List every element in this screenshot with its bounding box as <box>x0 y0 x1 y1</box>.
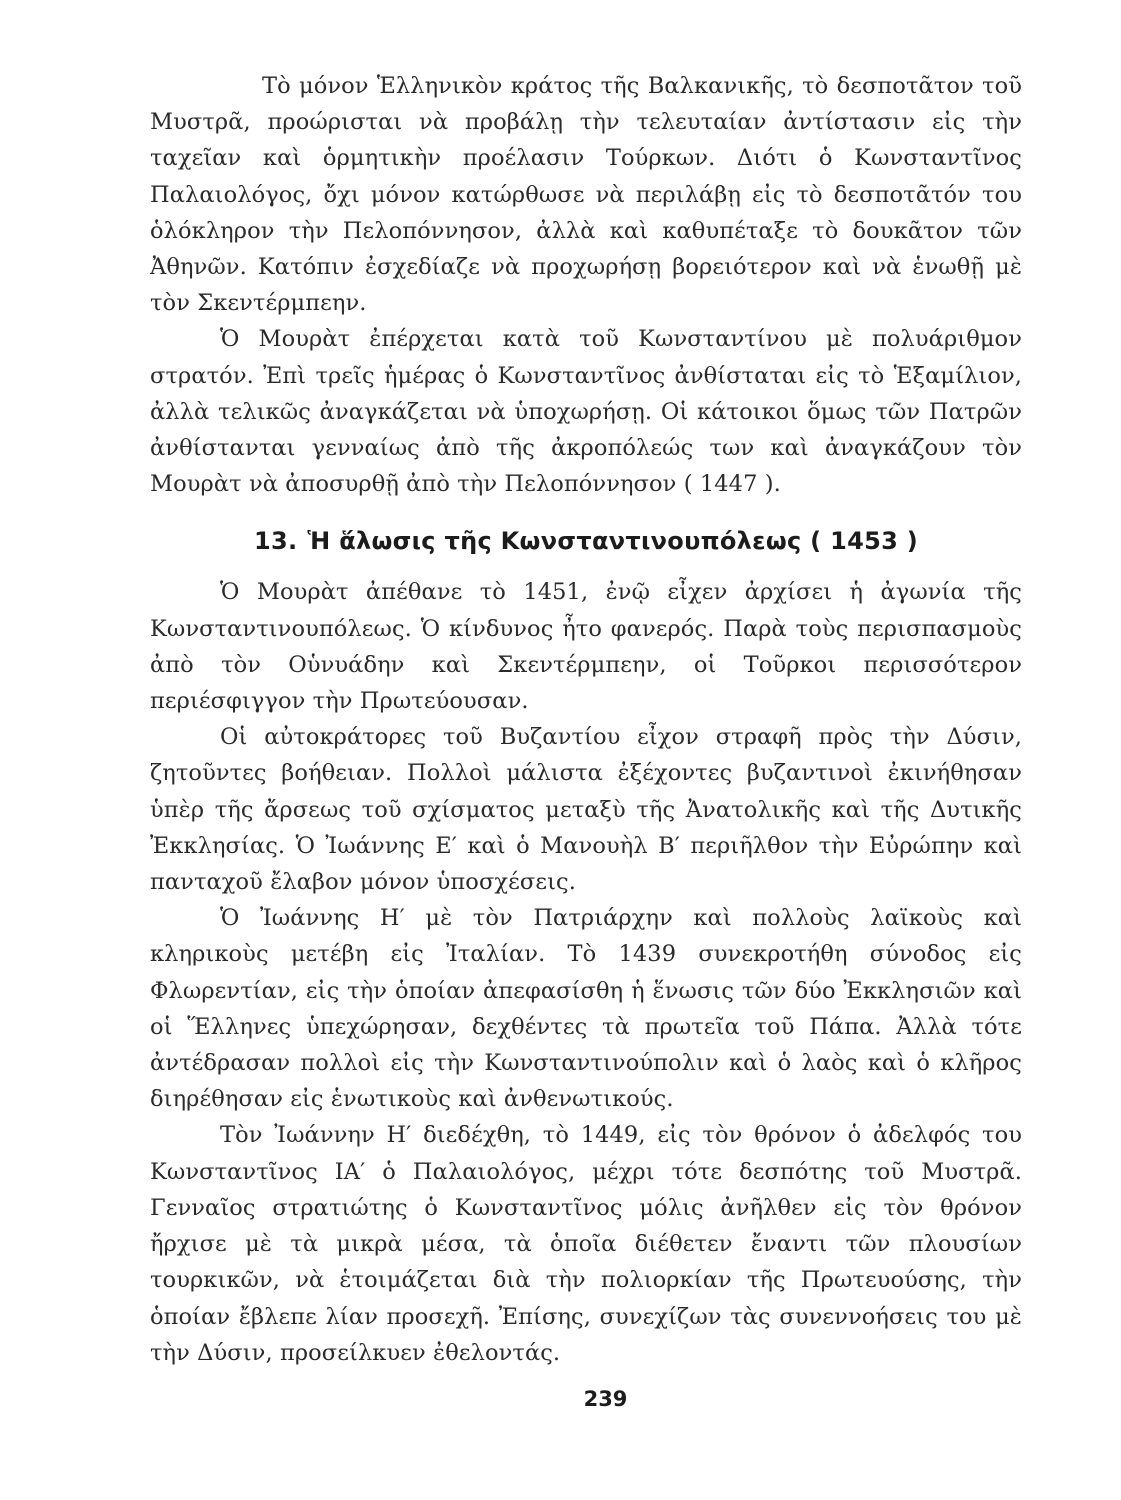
paragraph: Τὸ μόνον Ἑλληνικὸν κράτος τῆς Βαλκανικῆς, τὸ δεσποτᾶτον τοῦ Μυστρᾶ, προώρισται νὰ προβάλῃ τὴν τελευταίαν ἀντίστασιν εἰς τὴν ταχεῖαν καὶ ὁρμητικὴν προέλασιν Τούρκων. Διότι ὁ Κωνσταντῖνος Παλαιολόγος, ὄχι μόνον κατώρθωσε νὰ περιλάβῃ εἰς τὸ δεσποτᾶτόν του ὁλόκληρον τὴν Πελοπόννησον, ἀλλὰ καὶ καθυπέταξε τὸ δουκᾶτον τῶν Ἀθηνῶν. Κατόπιν ἐσχεδίαζε νὰ προχωρήσῃ βορειότερον καὶ νὰ ἑνωθῇ μὲ τὸν Σκεντέρμπεην. <box>150 73 1022 317</box>
paragraph: Τὸν Ἰωάννην Η′ διεδέχθη, τὸ 1449, εἰς τὸν θρόνον ὁ ἀδελφός του Κωνσταντῖνος ΙΑ′ ὁ Παλαιολόγος, μέχρι τότε δεσπότης τοῦ Μυστρᾶ. Γενναῖος στρατιώτης ὁ Κωνσταντῖνος μόλις ἀνῆλθεν εἰς τὸν θρόνον ἤρχισε μὲ τὰ μικρὰ μέσα, τὰ ὁποῖα διέθετεν ἔναντι τῶν πλουσίων τουρκικῶν, νὰ ἑτοιμάζεται διὰ τὴν πολιορκίαν τῆς Πρωτευούσης, τὴν ὁποίαν ἔβλεπε λίαν προσεχῆ. Ἐπίσης, συνεχίζων τὰς συνεννοήσεις του μὲ τὴν Δύσιν, προσείλκυεν ἐθελοντάς. <box>150 1122 1022 1366</box>
section-title: Ἡ ἅλωσις τῆς Κωνσταντινουπόλεως ( 1453 ) <box>307 527 918 556</box>
section-heading <box>150 524 1022 558</box>
section-number: 13. <box>253 527 298 556</box>
paragraph: Οἱ αὐτοκράτορες τοῦ Βυζαντίου εἶχον στραφῆ πρὸς τὴν Δύσιν, ζητοῦντες βοήθειαν. Πολλοὶ μάλιστα ἐξέχοντες βυζαντινοὶ ἐκινήθησαν ὑπὲρ τῆς ἄρσεως τοῦ σχίσματος μεταξὺ τῆς Ἀνατολικῆς καὶ τῆς Δυτικῆς Ἐκκλησίας. Ὁ Ἰωάννης Ε′ καὶ ὁ Μανουὴλ Β′ περιῆλθον τὴν Εὐρώπην καὶ πανταχοῦ ἔλαβον μόνον ὑποσχέσεις. <box>150 724 1022 896</box>
page-body <box>150 68 1022 1371</box>
paragraph: Ὁ Μουρὰτ ἀπέθανε τὸ 1451, ἐνῷ εἶχεν ἀρχίσει ἡ ἀγωνία τῆς Κωνσταντινουπόλεως. Ὁ κίνδυνος ἦτο φανερός. Παρὰ τοὺς περισπασμοὺς ἀπὸ τὸν Οὑνυάδην καὶ Σκεντέρμπεην, οἱ Τοῦρκοι περισσότερον περιέσφιγγον τὴν Πρωτεύουσαν. <box>150 579 1022 715</box>
paragraph: Ὁ Ἰωάννης Η′ μὲ τὸν Πατριάρχην καὶ πολλοὺς λαϊκοὺς καὶ κληρικοὺς μετέβη εἰς Ἰταλίαν. Τὸ 1439 συνεκροτήθη σύνοδος εἰς Φλωρεντίαν, εἰς τὴν ὁποίαν ἀπεφασίσθη ἡ ἕνωσις τῶν δύο Ἐκκλησιῶν καὶ οἱ Ἕλληνες ὑπεχώρησαν, δεχθέντες τὰ πρωτεῖα τοῦ Πάπα. Ἀλλὰ τότε ἀντέδρασαν πολλοὶ εἰς τὴν Κωνσταντινούπολιν καὶ ὁ λαὸς καὶ ὁ κλῆρος διηρέθησαν εἰς ἑνωτικοὺς καὶ ἀνθενωτικούς. <box>150 905 1022 1113</box>
page-number: 239 <box>583 1387 628 1411</box>
paragraph: Ὁ Μουρὰτ ἐπέρχεται κατὰ τοῦ Κωνσταντίνου μὲ πολυάριθμον στρατόν. Ἐπὶ τρεῖς ἡμέρας ὁ Κωνσταντῖνος ἀνθίσταται εἰς τὸ Ἑξαμίλιον, ἀλλὰ τελικῶς ἀναγκάζεται νὰ ὑποχωρήσῃ. Οἱ κάτοικοι ὅμως τῶν Πατρῶν ἀνθίστανται γενναίως ἀπὸ τῆς ἀκροπόλεώς των καὶ ἀναγκάζουν τὸν Μουρὰτ νὰ ἀποσυρθῇ ἀπὸ τὴν Πελοπόννησον ( 1447 ). <box>150 326 1022 498</box>
